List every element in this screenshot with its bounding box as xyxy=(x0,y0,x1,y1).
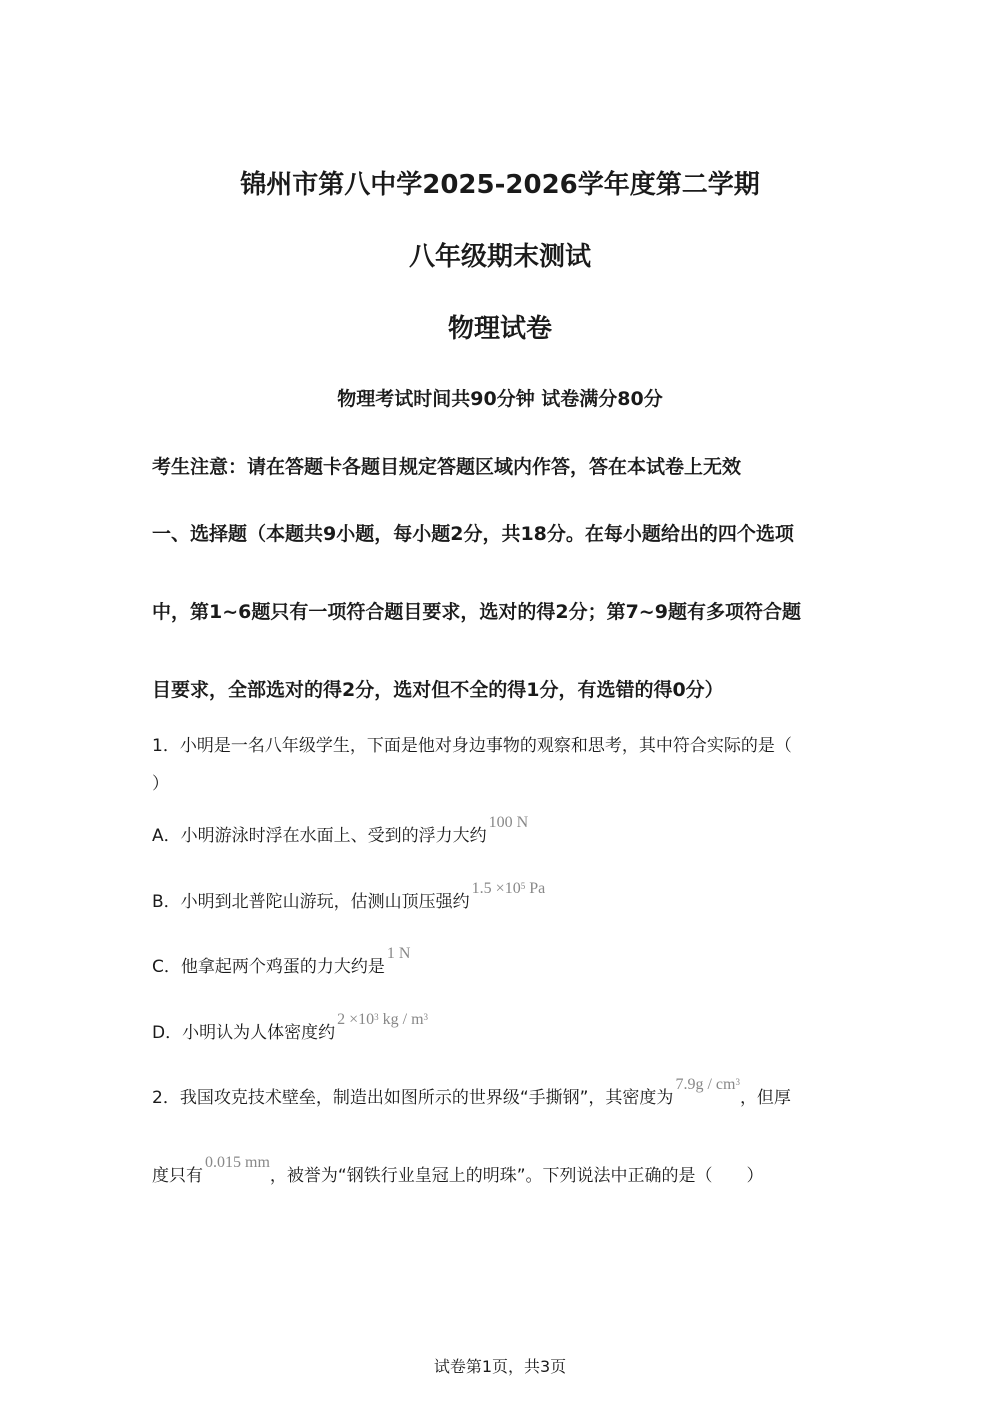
q2-stem-line2 xyxy=(152,1154,764,1188)
q2-density-value: $7.9g / cm^3$ xyxy=(675,1076,740,1093)
q2-stem-line2-tail: ，被誉为“钢铁行业皇冠上的明珠”。下列说法中正确的是（ ） xyxy=(269,1166,764,1186)
q1-stem-line2: ） xyxy=(152,774,169,794)
q1-option-a-text: A．小明游泳时浮在水面上、受到的浮力大约 xyxy=(152,826,487,846)
q1-stem-line1: 1．小明是一名八年级学生，下面是他对身边事物的观察和思考，其中符合实际的是（ xyxy=(152,736,792,756)
q2-stem-tail: ，但厚 xyxy=(739,1088,791,1108)
q2-thickness-value: 0.015 mm xyxy=(205,1154,270,1171)
q2-stem-line2-text: 度只有 xyxy=(152,1166,203,1186)
q1-option-b xyxy=(152,880,546,915)
subject-title: 物理试卷 xyxy=(447,314,552,344)
q1-option-c xyxy=(152,945,411,979)
q1-option-c-value: 1 N xyxy=(386,945,411,962)
exam-time-info: 物理考试时间共90分钟 试卷满分80分 xyxy=(337,388,663,410)
candidate-notice: 考生注意：请在答题卡各题目规定答题区域内作答，答在本试卷上无效 xyxy=(152,456,742,478)
section1-instructions-line2: 中，第1~6题只有一项符合题目要求，选对的得2分；第7~9题有多项符合题 xyxy=(152,601,801,623)
section1-instructions-line1: 一、选择题（本题共9小题，每小题2分，共18分。在每小题给出的四个选项 xyxy=(152,523,794,545)
q1-option-a xyxy=(152,814,529,848)
q1-option-d-value: $2 \times 10^3$ kg / $m^3$ xyxy=(337,1011,429,1028)
q1-option-b-value: $1.5 \times 10^5$ Pa xyxy=(471,880,546,897)
q1-option-c-text: C．他拿起两个鸡蛋的力大约是 xyxy=(152,957,385,977)
exam-title: 八年级期末测试 xyxy=(408,242,591,272)
section1-instructions-line3: 目要求，全部选对的得2分，选对但不全的得1分，有选错的得0分） xyxy=(152,679,724,701)
q1-option-b-text: B．小明到北普陀山游玩，估测山顶压强约 xyxy=(152,892,470,912)
school-term-title: 锦州市第八中学2025-2026学年度第二学期 xyxy=(240,170,760,200)
q2-stem-text: 2．我国攻克技术壁垒，制造出如图所示的世界级“手撕钢”，其密度为 xyxy=(152,1088,674,1108)
page-footer: 试卷第1页，共3页 xyxy=(433,1357,567,1376)
q2-stem-line1 xyxy=(152,1076,791,1111)
q1-option-d xyxy=(152,1011,429,1046)
q1-option-d-text: D．小明认为人体密度约 xyxy=(152,1023,336,1043)
q1-option-a-value: 100 N xyxy=(488,814,529,831)
